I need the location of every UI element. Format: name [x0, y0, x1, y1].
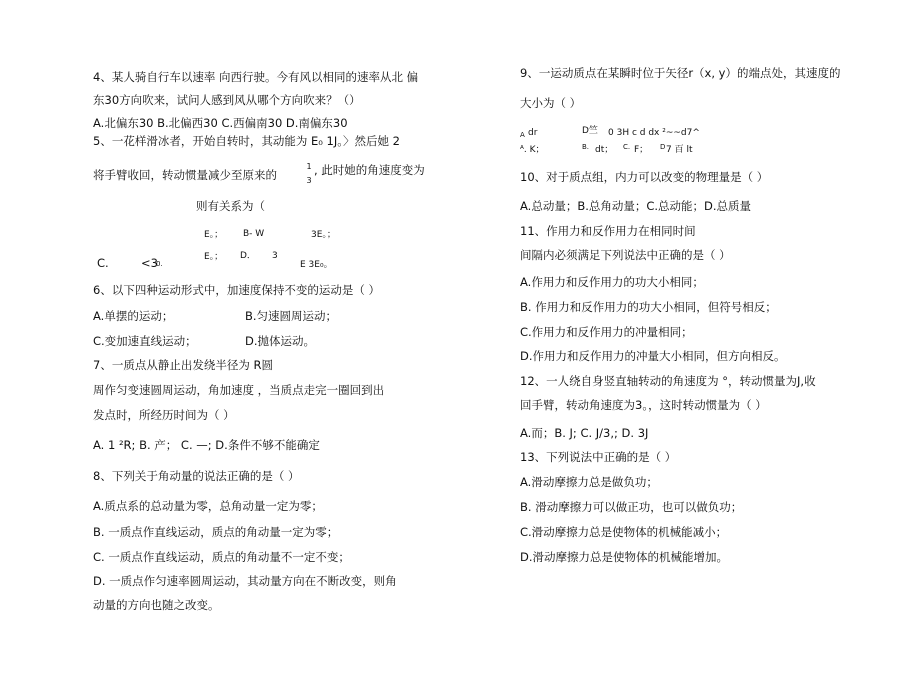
q6-option-d: D.抛体运动。 [245, 334, 316, 348]
q5-opt-2: B- W [243, 229, 265, 239]
q5-line-1: 5、一花样滑冰者，开始自转时，其动能为 E₀ 1J。〉然后她 2 [93, 134, 400, 148]
q11-line-2: 间隔内必须满足下列说法中正确的是（ ） [520, 248, 731, 262]
q9-line-1: 9、一运动质点在某瞬时位于矢径r（x, y）的端点处，其速度的 [520, 66, 841, 80]
q9-a: dr [528, 128, 538, 138]
q9-row2-c-sup: C. [623, 143, 631, 151]
q11-line-1: 11、作用力和反作用力在相同时间 [520, 224, 696, 238]
q6-option-c: C.变加速直线运动； [93, 334, 197, 348]
q6-option-b: B.匀速圆周运动； [245, 309, 338, 323]
q6-option-a: A.单摆的运动； [93, 309, 174, 323]
q5-opt-7: E 3E₀。 [300, 260, 333, 270]
q5-opt-5: D． [240, 251, 256, 261]
q5-line-2b: , 此时她的角速度变为 [314, 163, 425, 177]
q5-opt-c3: 0. [156, 260, 163, 268]
q9-d-label: D竺 [582, 126, 598, 136]
q9-row2-c: F； [634, 145, 649, 155]
q9-row2-b: dt； [595, 145, 614, 155]
q9-row2-d-sup: D [660, 143, 666, 151]
q4-options: A.北偏东30 B.北偏西30 C.西偏南30 D.南偏东30 [93, 116, 348, 130]
q13-option-c: C.滑动摩擦力总是使物体的机械能减小； [520, 525, 728, 539]
q5-opt-c: C. [97, 256, 109, 270]
q5-line-2: 将手臂收回，转动惯量减少至原来的 [93, 168, 277, 182]
q5-opt-1: E。； [204, 230, 224, 240]
q9-a-sup: A [520, 131, 525, 139]
q12-line-2: 回手臂，转动角速度为3。，这时转动惯量为（ ） [520, 398, 767, 412]
q5-opt-4: E。； [204, 252, 224, 262]
q10-line-1: 10、对于质点组，内力可以改变的物理量是（ ） [520, 170, 769, 184]
q5-fraction-denominator: 3 [306, 176, 312, 185]
q4-line-2: 东30方向吹来，试问人感到风从哪个方向吹来？（） [93, 93, 361, 107]
q13-line-1: 13、下列说法中正确的是（ ） [520, 450, 677, 464]
q12-options: A.而；B. J; C. J/3,; D. 3J [520, 426, 649, 440]
q11-option-b: B. 作用力和反作用力的功大小相同，但符号相反； [520, 300, 777, 314]
q13-option-a: A.滑动摩擦力总是做负功； [520, 475, 658, 489]
q8-option-a: A.质点系的总动量为零，总角动量一定为零； [93, 499, 323, 513]
q5-line-3: 则有关系为（ [196, 199, 265, 213]
q11-option-d: D.作用力和反作用力的冲量大小相同，但方向相反。 [520, 349, 786, 363]
q8-option-c: C. 一质点作直线运动，质点的角动量不一定不变； [93, 550, 350, 564]
q11-option-c: C.作用力和反作用力的冲量相同； [520, 325, 693, 339]
q13-option-d: D.滑动摩擦力总是使物体的机械能增加。 [520, 550, 729, 564]
q4-line-1: 4、某人骑自行车以速率 向西行驶。今有风以相同的速率从北 偏 [93, 70, 419, 84]
q9-row2-d: 7 百 lt [666, 145, 693, 155]
q7-line-1: 7、一质点从静止出发绕半径为 R圆 [93, 358, 273, 372]
q8-line-1: 8、下列关于角动量的说法正确的是（ ） [93, 469, 300, 483]
q7-line-3: 发点时，所经历时间为（ ） [93, 408, 235, 422]
q9-line-2: 大小为（ ） [520, 96, 582, 110]
q6-line-1: 6、以下四种运动形式中，加速度保持不变的运动是（ ） [93, 283, 380, 297]
q9-formula: 0 3H c d dx ²~~d7^ [608, 128, 700, 138]
q7-line-2: 周作匀变速圆周运动，角加速度 ，当质点走完一圈回到出 [93, 383, 385, 397]
q12-line-1: 12、一人绕自身竖直轴转动的角速度为 °，转动惯量为J,收 [520, 374, 816, 388]
q8-option-d: D. 一质点作匀速率圆周运动，其动量方向在不断改变，则角 [93, 574, 397, 588]
q9-row2-b-sup: B. [582, 143, 590, 151]
q5-opt-6: 3 [272, 251, 278, 261]
q8-option-b: B. 一质点作直线运动，质点的角动量一定为零； [93, 525, 339, 539]
q9-row2-a: ᴬ. K； [520, 145, 545, 155]
q11-option-a: A.作用力和反作用力的功大小相同； [520, 275, 704, 289]
q7-options: A. 1 ²R; B. 产； C. —; D.条件不够不能确定 [93, 438, 320, 452]
q5-fraction-numerator: 1 [306, 162, 312, 171]
q8-option-d-cont: 动量的方向也随之改变。 [93, 598, 220, 612]
q10-options: A.总动量；B.总角动量；C.总动能；D.总质量 [520, 199, 752, 213]
q5-opt-c2: <3 [141, 256, 158, 270]
q5-opt-3: 3E。； [311, 230, 336, 240]
q13-option-b: B. 滑动摩擦力可以做正功，也可以做负功； [520, 500, 743, 514]
